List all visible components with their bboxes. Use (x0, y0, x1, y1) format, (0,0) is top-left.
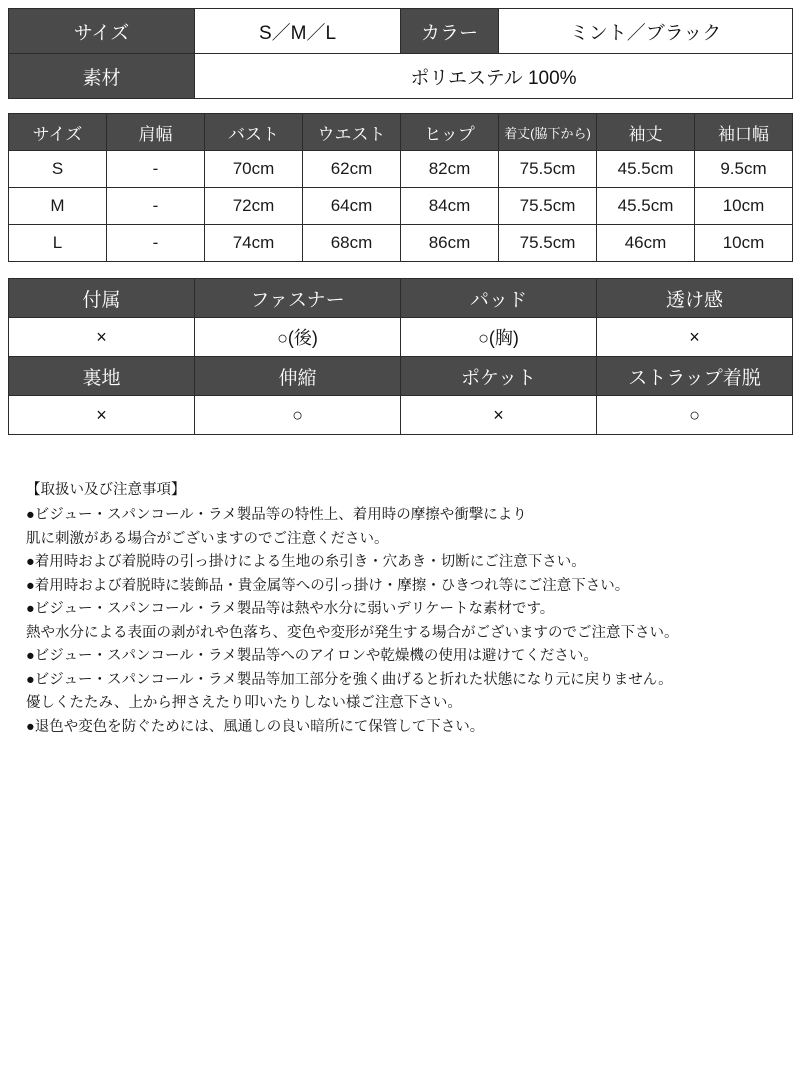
care-note-line: ●着用時および着脱時に装飾品・貴金属等への引っ掛け・摩擦・ひきつれ等にご注意下さい。 (26, 577, 630, 594)
measure-cell: 75.5cm (499, 151, 597, 188)
table-row (9, 54, 793, 99)
table-row (9, 225, 793, 262)
basic-info-table (8, 8, 793, 99)
spec-header-accessory: 付属 (9, 279, 195, 318)
measure-cell: 45.5cm (597, 151, 695, 188)
measure-header-bust: バスト (205, 114, 303, 151)
measure-header-waist: ウエスト (303, 114, 401, 151)
measure-cell: 62cm (303, 151, 401, 188)
table-row (9, 188, 793, 225)
measure-cell: 46cm (597, 225, 695, 262)
info-label-color: カラー (401, 9, 499, 54)
table-row (9, 396, 793, 435)
measure-cell: 64cm (303, 188, 401, 225)
measure-cell: 72cm (205, 188, 303, 225)
measure-header-cuff-width: 袖口幅 (695, 114, 793, 151)
info-value-color: ミント／ブラック (499, 9, 793, 54)
measure-cell: 82cm (401, 151, 499, 188)
measure-header-hip: ヒップ (401, 114, 499, 151)
measure-cell: - (107, 151, 205, 188)
care-note-line: ●ビジュー・スパンコール・ラメ製品等へのアイロンや乾燥機の使用は避けてください。 (26, 648, 598, 665)
measure-cell: 70cm (205, 151, 303, 188)
care-note-line: ●ビジュー・スパンコール・ラメ製品等の特性上、着用時の摩擦や衝撃により (26, 507, 527, 524)
spec-value-pocket: × (401, 396, 597, 435)
spec-header-sheerness: 透け感 (597, 279, 793, 318)
spec-value-lining: × (9, 396, 195, 435)
care-note-line: ●ビジュー・スパンコール・ラメ製品等加工部分を強く曲げると折れた状態になり元に戻りません。 (26, 671, 673, 688)
measure-cell: 74cm (205, 225, 303, 262)
measure-cell: L (9, 225, 107, 262)
measure-header-sleeve-length: 袖丈 (597, 114, 695, 151)
spec-value-pad: ○(胸) (401, 318, 597, 357)
measure-cell: 10cm (695, 188, 793, 225)
spec-table (8, 278, 793, 435)
spec-header-pad: パッド (401, 279, 597, 318)
spec-value-sheerness: × (597, 318, 793, 357)
table-row (9, 151, 793, 188)
info-value-material: ポリエステル 100% (195, 54, 793, 99)
care-note-line: ●退色や変色を防ぐためには、風通しの良い暗所にて保管して下さい。 (26, 718, 485, 735)
care-note-line: ●着用時および着脱時の引っ掛けによる生地の糸引き・穴あき・切断にご注意下さい。 (26, 554, 586, 571)
spec-value-zipper: ○(後) (195, 318, 401, 357)
table-row (9, 9, 793, 54)
care-note-line: 優しくたたみ、上から押さえたり叩いたりしない様ご注意下さい。 (26, 695, 462, 712)
table-row (9, 318, 793, 357)
spec-header-strap-removable: ストラップ着脱 (597, 357, 793, 396)
measure-cell: 9.5cm (695, 151, 793, 188)
info-value-size: S／M／L (195, 9, 401, 54)
measure-cell: 84cm (401, 188, 499, 225)
measure-cell: 10cm (695, 225, 793, 262)
spec-header-stretch: 伸縮 (195, 357, 401, 396)
measure-cell: - (107, 188, 205, 225)
info-label-material: 素材 (9, 54, 195, 99)
measure-cell: 86cm (401, 225, 499, 262)
table-header-row (9, 357, 793, 396)
measure-cell: 68cm (303, 225, 401, 262)
measure-header-size: サイズ (9, 114, 107, 151)
spec-value-accessory: × (9, 318, 195, 357)
measure-cell: 45.5cm (597, 188, 695, 225)
table-header-row (9, 114, 793, 151)
measure-cell: - (107, 225, 205, 262)
spec-header-zipper: ファスナー (195, 279, 401, 318)
measure-cell: S (9, 151, 107, 188)
measure-cell: M (9, 188, 107, 225)
care-note-line: ●ビジュー・スパンコール・ラメ製品等は熱や水分に弱いデリケートな素材です。 (26, 601, 555, 618)
info-label-size: サイズ (9, 9, 195, 54)
spec-value-stretch: ○ (195, 396, 401, 435)
care-notes (8, 479, 792, 739)
care-note-line: 熱や水分による表面の剥がれや色落ち、変色や変形が発生する場合がございますのでご注意下さい。 (26, 624, 679, 641)
care-note-line: 肌に刺激がある場合がございますのでご注意ください。 (26, 530, 389, 547)
measure-header-shoulder: 肩幅 (107, 114, 205, 151)
measure-cell: 75.5cm (499, 225, 597, 262)
spec-header-lining: 裏地 (9, 357, 195, 396)
measure-cell: 75.5cm (499, 188, 597, 225)
spec-value-strap-removable: ○ (597, 396, 793, 435)
measure-header-length: 着丈(脇下から) (499, 114, 597, 151)
table-header-row (9, 279, 793, 318)
spec-header-pocket: ポケット (401, 357, 597, 396)
care-notes-title: 【取扱い及び注意事項】 (26, 482, 186, 498)
measurement-table (8, 113, 793, 262)
